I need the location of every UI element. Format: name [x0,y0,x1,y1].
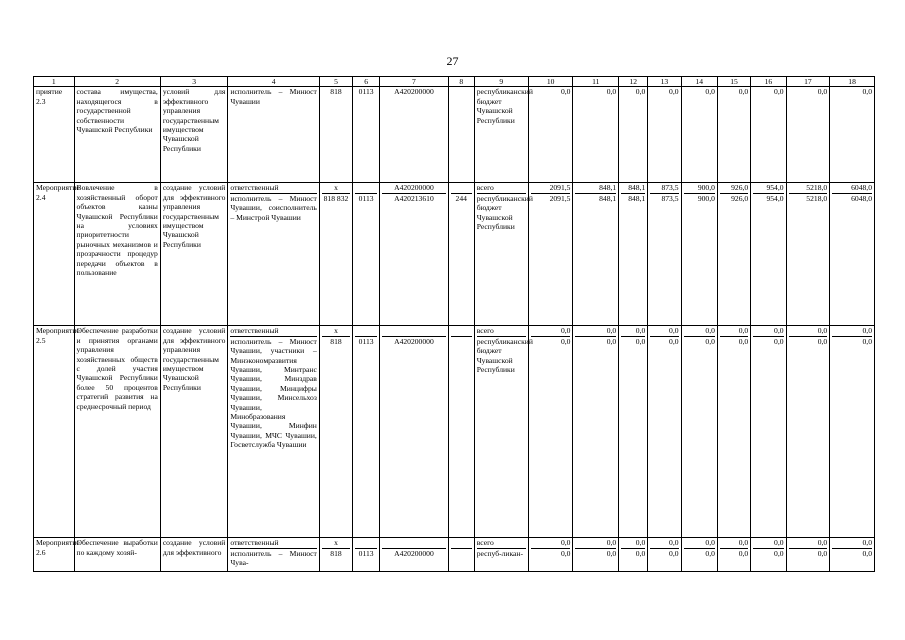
value-cell: 0,0 [832,326,872,336]
value-cell: 848,1 [599,193,617,203]
value-cell: 848,1 [628,193,646,203]
event-cell: Мероприятие 2.4 [34,183,75,326]
value-cell: 6048,0 [832,183,872,193]
col-header: 4 [228,77,319,87]
value-cell: 873,5 [650,183,678,193]
event-goal: создание условий для эффективного управления государственным имуществом Чувашской Республики [160,183,228,326]
value-cell: 0,0 [705,336,715,346]
value-cell: 926,0 [720,183,748,193]
value-cell: 2091,5 [531,183,571,193]
grbs-code [319,538,352,572]
value-cell: 0,0 [635,336,646,346]
executor-cell [228,538,319,572]
executor-role: ответственный [230,326,316,336]
event-cell: Мероприятие 2.5 [34,326,75,538]
col-header: 11 [573,77,619,87]
target-article-code [380,326,449,538]
value-cell: 873,5 [661,193,679,203]
value-cell: 954,0 [753,183,783,193]
value-cell: 0,0 [817,336,828,346]
expense-type-code [448,326,474,538]
table-row-2-4 [34,183,875,326]
value-cell: 0,0 [650,326,678,336]
value-cell: 0,0 [753,326,783,336]
table-row-2-6 [34,538,875,572]
funding-source [474,326,533,538]
value-cell: 0,0 [789,326,828,336]
value-cell: 5218,0 [789,183,828,193]
col-header: 17 [786,77,830,87]
grbs-code-total: x [322,538,350,548]
value-cell: 0,0 [720,326,748,336]
col-header: 6 [353,77,380,87]
value-cell: 0,0 [738,336,749,346]
col-header: 14 [681,77,717,87]
value-cell: 954,0 [766,193,784,203]
target-article-code [380,538,449,572]
value-cell: 0,0 [575,326,616,336]
value-cell: 0,0 [817,548,828,558]
funding-source-label: республиканский бюджет Чувашской Республики [476,193,533,232]
section-code [353,538,380,572]
value-cell: 0,0 [774,548,784,558]
event-goal: условий для эффективного управления государственным имуществом Чувашской Республики [160,87,228,183]
value-cell: 0,0 [560,336,571,346]
page-number: 27 [446,54,459,68]
col-header: 5 [319,77,352,87]
value-cell: 900,0 [697,193,715,203]
funding-source [474,538,528,572]
value-cell: 0,0 [531,326,571,336]
executor-cell [228,326,319,538]
grbs-code-total: x [322,183,350,193]
funding-source-label: республиканский бюджет Чувашской Республики [476,336,533,375]
executor-list: исполнитель – Минюст Чува- [230,548,317,568]
grbs-code [319,183,352,326]
col-header: 7 [380,77,449,87]
executor-role: ответственный [230,538,316,548]
value-cell: 0,0 [862,336,872,346]
value-cell: 0,0 [830,87,875,183]
value-cell: 0,0 [606,336,617,346]
target-article-code [380,183,449,326]
value-cell: 0,0 [650,538,678,548]
expense-type-code [448,538,474,572]
value-cell: 6048,0 [851,193,872,203]
value-cell: 0,0 [606,548,617,558]
value-cell: 0,0 [705,548,715,558]
event-description: состава имущества, находящегося в государственной собственности Чувашской Республики [74,87,160,183]
event-description: Обеспечение выработки по каждому хозяй- [74,538,160,572]
col-header: 16 [751,77,786,87]
value-cell: 0,0 [738,548,749,558]
value-cell: 0,0 [862,548,872,558]
executor-list: исполнитель – Минюст Чувашии, участники – Минэкономразвития Чувашии, Минтранс Чувашии, Минздрав Чувашии, Минцифры Чувашии, Минсельхоз Чувашии, Минобразования Чувашии, Минфин Чувашии, МЧС Чувашии, Госветслужба Чувашии [230,336,317,450]
value-cell: 0,0 [648,87,681,183]
executor-cell: исполнитель – Минюст Чувашии [228,87,319,183]
event-goal: создание условий для эффективного [160,538,228,572]
col-header: 13 [648,77,681,87]
grbs-code [319,326,352,538]
grbs-code-total: x [322,326,350,336]
value-cell: 0,0 [789,538,828,548]
section-code-value: 0113 [358,336,374,346]
target-article-value: А420200000 [394,548,434,558]
column-number-row [34,77,875,87]
col-header: 12 [619,77,648,87]
value-cell: 0,0 [528,87,573,183]
col-header: 10 [528,77,573,87]
value-cell: 900,0 [684,183,715,193]
expense-type-code [448,87,474,183]
section-code: 0113 [353,87,380,183]
table-row-2-5 [34,326,875,538]
expense-type-code [448,183,474,326]
value-cell: 0,0 [619,87,648,183]
section-code-value: 0113 [358,548,374,558]
executor-list: исполнитель – Минюст Чувашии, соисполнитель – Минстрой Чувашии [230,193,317,222]
value-cell: 0,0 [669,336,679,346]
value-cell: 848,1 [621,183,645,193]
value-cell: 0,0 [621,538,645,548]
value-cell: 5218,0 [806,193,828,203]
funding-total-label: всего [477,183,526,193]
value-cell: 0,0 [560,548,571,558]
target-article-value: А420213610 [394,193,434,203]
grbs-code-value: 818 832 [323,193,349,203]
funding-total-label: всего [477,538,526,548]
value-cell: 0,0 [774,336,784,346]
expense-type-value: 244 [455,193,467,203]
executor-role: ответственный [230,183,316,193]
funding-source-label: респуб-ликан- [476,548,523,558]
grbs-code-value: 818 [330,548,342,558]
funding-total-label: всего [477,326,526,336]
funding-source [474,183,533,326]
value-cell: 0,0 [717,87,750,183]
grbs-code: 818 [319,87,352,183]
event-description: Вовлечение в хозяйственный оборот объектов казны Чувашской Республики на условиях приоритетности рыночных механизмов и прозрачности процедур передачи объектов в пользование [74,183,160,326]
col-header: 15 [717,77,750,87]
value-cell: 0,0 [753,538,783,548]
grbs-code-value: 818 [330,336,342,346]
value-cell: 0,0 [720,538,748,548]
target-article-code: А420200000 [380,87,449,183]
col-header: 2 [74,77,160,87]
event-goal: создание условий для эффективного управления государственным имуществом Чувашской Республики [160,326,228,538]
funding-source: республиканский бюджет Чувашской Республики [474,87,528,183]
value-cell: 0,0 [681,87,717,183]
value-cell: 926,0 [731,193,749,203]
target-article-value: А420200000 [394,336,434,346]
value-cell: 0,0 [786,87,830,183]
col-header: 3 [160,77,228,87]
value-cell: 0,0 [635,548,646,558]
section-code [353,183,380,326]
col-header: 8 [448,77,474,87]
target-article-total: А420200000 [382,183,446,193]
value-cell: 0,0 [684,538,715,548]
section-code [353,326,380,538]
value-cell: 848,1 [575,183,616,193]
event-cell: приятие 2.3 [34,87,75,183]
col-header: 1 [34,77,75,87]
section-code-value: 0113 [358,193,374,203]
col-header: 9 [474,77,528,87]
executor-cell [228,183,319,326]
value-cell: 2091,5 [549,193,571,203]
value-cell: 0,0 [684,326,715,336]
value-cell: 0,0 [575,538,616,548]
value-cell: 0,0 [751,87,786,183]
value-cell: 0,0 [669,548,679,558]
event-cell: Мероприятие 2.6 [34,538,75,572]
program-table [33,76,875,572]
col-header: 18 [830,77,875,87]
event-description: Обеспечение разработки и принятия органами управления хозяйственных обществ с долей участия Чувашской Республики более 50 процентов стратегий развития на среднесрочный период [74,326,160,538]
table-row-2-3 [34,87,875,183]
value-cell: 0,0 [832,538,872,548]
value-cell: 0,0 [573,87,619,183]
value-cell: 0,0 [621,326,645,336]
value-cell: 0,0 [531,538,571,548]
